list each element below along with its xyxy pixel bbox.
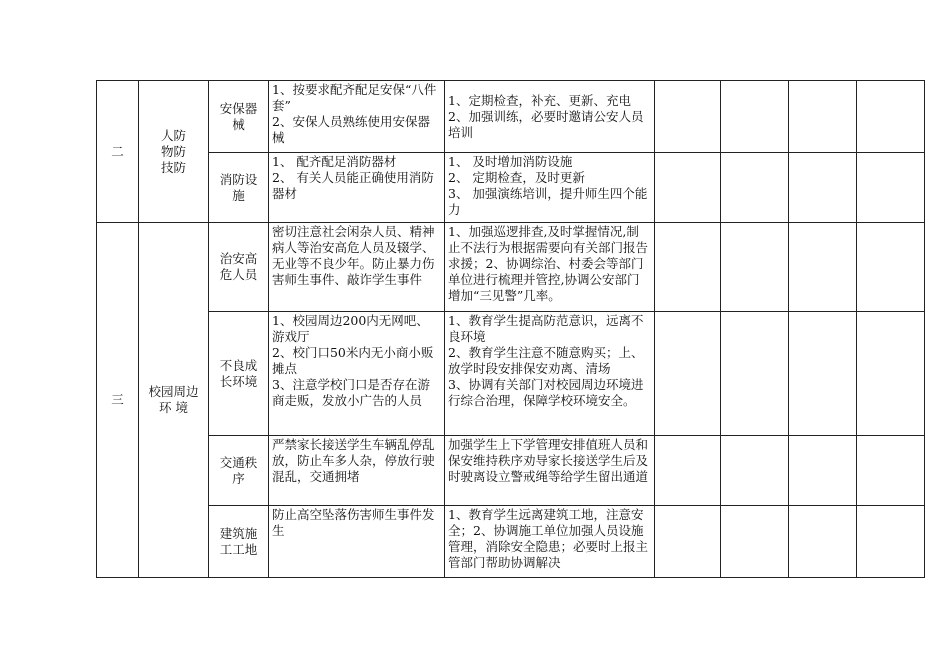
item-name: 交通秩 序 (209, 436, 269, 506)
empty-cell (655, 81, 721, 153)
empty-cell (789, 81, 857, 153)
empty-cell (655, 506, 721, 578)
empty-cell (789, 436, 857, 506)
empty-cell (789, 312, 857, 436)
requirement-cell: 1、 配齐配足消防器材 2、 有关人员能正确使用消防器材 (269, 153, 445, 223)
empty-cell (721, 223, 789, 312)
requirement-cell: 防止高空坠落伤害师生事件发生 (269, 506, 445, 578)
measures-cell: 加强学生上下学管理安排值班人员和保安维持秩序劝导家长接送学生后及时驶离设立警戒绳等给学生留出通道 (445, 436, 655, 506)
empty-cell (721, 436, 789, 506)
empty-cell (857, 153, 925, 223)
empty-cell (789, 506, 857, 578)
empty-cell (655, 312, 721, 436)
requirement-cell: 1、按要求配齐配足安保“八件套” 2、安保人员熟练使用安保器械 (269, 81, 445, 153)
item-name: 不良成 长环境 (209, 312, 269, 436)
category-cell: 人防 物防 技防 (139, 81, 209, 223)
empty-cell (857, 81, 925, 153)
category-cell: 校园周边 环 境 (139, 223, 209, 578)
empty-cell (721, 153, 789, 223)
table-row (97, 436, 925, 506)
table-row (97, 153, 925, 223)
empty-cell (857, 223, 925, 312)
measures-cell: 1、教育学生远离建筑工地，注意安全；2、协调施工单位加强人员设施管理，消除安全隐患；必要时上报主管部门帮助协调解决 (445, 506, 655, 578)
requirement-cell: 1、校园周边200内无网吧、游戏厅 2、校门口50米内无小商小贩摊点 3、注意学校门口是否存在游商走贩，发放小广告的人员 (269, 312, 445, 436)
empty-cell (789, 223, 857, 312)
table-row (97, 312, 925, 436)
empty-cell (857, 506, 925, 578)
requirement-cell: 密切注意社会闲杂人员、精神病人等治安高危人员及辍学、无业等不良少年。防止暴力伤害师生事件、敲诈学生事件 (269, 223, 445, 312)
empty-cell (721, 81, 789, 153)
requirement-cell: 严禁家长接送学生车辆乱停乱放，防止车多人杂，停放行驶混乱，交通拥堵 (269, 436, 445, 506)
measures-cell: 1、教育学生提高防范意识，远离不良环境 2、教育学生注意不随意购买；上、放学时段安排保安劝离、清场 3、协调有关部门对校园周边环境进行综合治理，保障学校环境安全。 (445, 312, 655, 436)
measures-cell: 1、定期检查，补充、更新、充电 2、加强训练，必要时邀请公安人员培训 (445, 81, 655, 153)
table-row (97, 223, 925, 312)
empty-cell (655, 223, 721, 312)
empty-cell (721, 506, 789, 578)
item-name: 消防设 施 (209, 153, 269, 223)
empty-cell (857, 312, 925, 436)
empty-cell (857, 436, 925, 506)
item-name: 建筑施 工工地 (209, 506, 269, 578)
empty-cell (655, 153, 721, 223)
empty-cell (655, 436, 721, 506)
empty-cell (721, 312, 789, 436)
measures-cell: 1、加强巡逻排查,及时掌握情况,制止不法行为根据需要向有关部门报告求援；2、协调综治、村委会等部门单位进行梳理并管控,协调公安部门增加“三见警”几率。 (445, 223, 655, 312)
section-number: 三 (97, 223, 139, 578)
safety-table (96, 80, 925, 578)
measures-cell: 1、 及时增加消防设施 2、 定期检查，及时更新 3、 加强演练培训，提升师生四个能力 (445, 153, 655, 223)
empty-cell (789, 153, 857, 223)
table-row (97, 81, 925, 153)
item-name: 治安高 危人员 (209, 223, 269, 312)
table-row (97, 506, 925, 578)
section-number: 二 (97, 81, 139, 223)
item-name: 安保器 械 (209, 81, 269, 153)
